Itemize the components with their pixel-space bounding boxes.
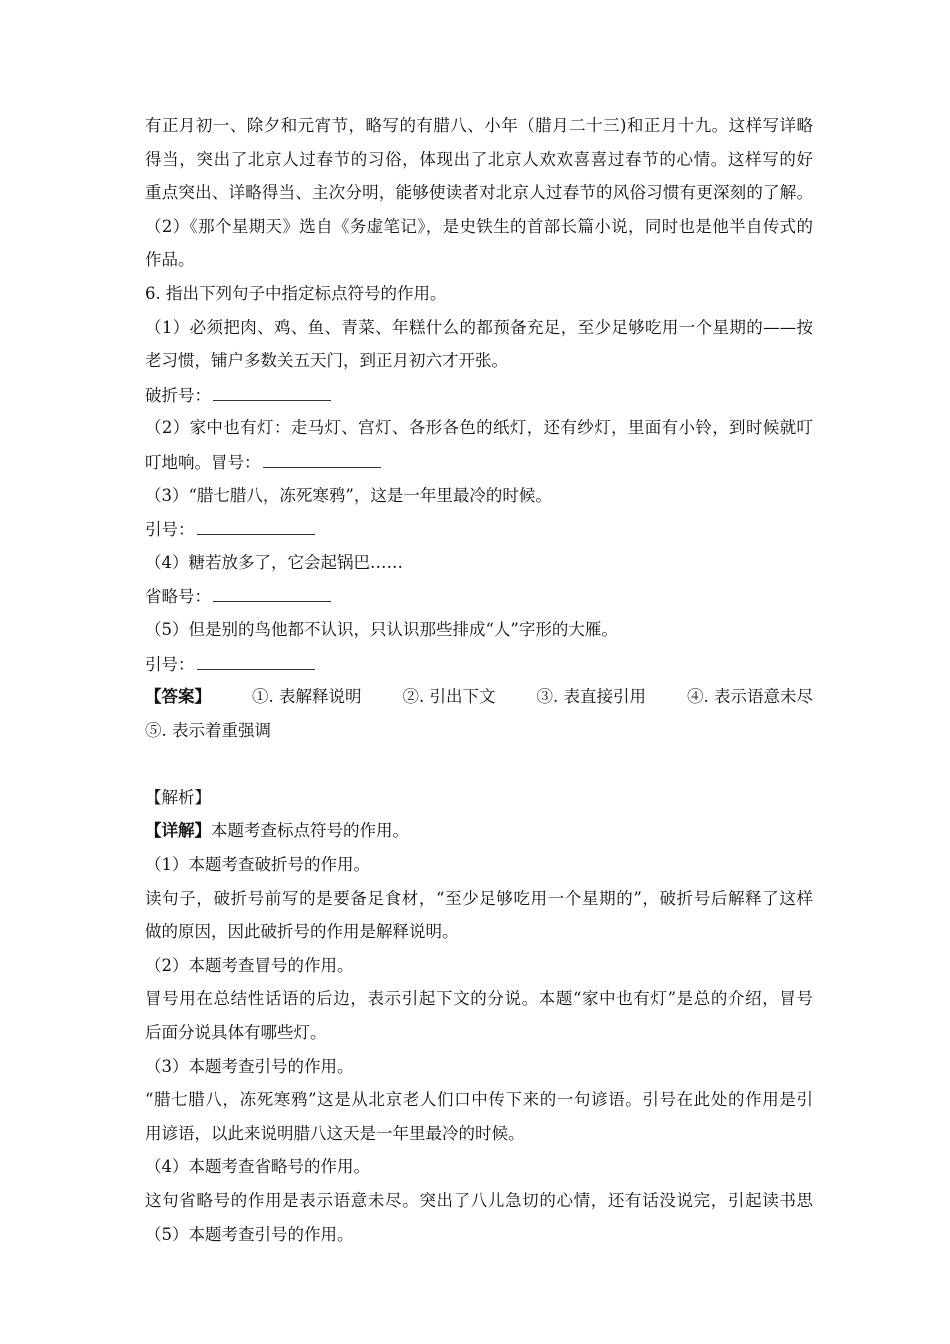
analysis-tag: 【解析】 [145, 787, 211, 807]
answer-5: ⑤. 表示着重强调 [145, 720, 271, 740]
answer-4: ④. 表示语意未尽 [687, 687, 813, 707]
sentence-3: （3）“腊七腊八，冻死寒鸦”，这是一年里最冷的时候。 [145, 485, 552, 505]
sentence-5: （5）但是别的鸟他都不认识，只认识那些排成“人”字形的大雁。 [145, 619, 618, 639]
answer-row [145, 680, 813, 714]
intro-line-3: 重点突出、详略得当、主次分明，能够使读者对北京人过春节的风俗习惯有更深刻的了解。 [145, 183, 813, 203]
intro-line-2: 得当，突出了北京人过春节的习俗，体现出了北京人欢欢喜喜过春节的心情。这样写的好 [145, 149, 813, 169]
analysis-4-line-a: 这句省略号的作用是表示语意未尽。突出了八儿急切的心情，还有话没说完，引起读书思 [145, 1191, 813, 1210]
analysis-2-head: （2）本题考查冒号的作用。 [145, 955, 354, 975]
analysis-3-line-b: 用谚语，以此来说明腊八这天是一年里最冷的时候。 [145, 1123, 525, 1143]
sentence-2-line-b: 叮地响。冒号： [145, 452, 261, 472]
document-page [145, 109, 813, 1251]
quote-1-label: 引号： [145, 520, 195, 540]
analysis-3-line-a: “腊七腊八，冻死寒鸦”这是从北京老人们口中传下来的一句谚语。引号在此处的作用是引 [145, 1090, 813, 1110]
analysis-4-head: （4）本题考查省略号的作用。 [145, 1157, 370, 1177]
ellipsis-label: 省略号： [145, 587, 211, 607]
detail-tag: 【详解】 [145, 821, 211, 841]
detail-text: 本题考查标点符号的作用。 [211, 821, 409, 841]
analysis-2-line-a: 冒号用在总结性话语的后边，表示引起下文的分说。本题“家中也有灯”是总的介绍，冒号 [145, 989, 813, 1009]
dash-blank[interactable] [213, 378, 331, 401]
analysis-1-line-a: 读句子，破折号前写的是要备足食材，“至少足够吃用一个星期的”，破折号后解释了这样 [145, 888, 813, 908]
quote-2-blank[interactable] [197, 647, 315, 670]
sentence-1-line-a: （1）必须把肉、鸡、鱼、青菜、年糕什么的都预备充足，至少足够吃用一个星期的——按 [145, 317, 813, 337]
question-6-title: 6. 指出下列句子中指定标点符号的作用。 [145, 283, 447, 303]
spacer [145, 747, 813, 781]
analysis-3-head: （3）本题考查引号的作用。 [145, 1056, 354, 1076]
intro-line-5: 作品。 [145, 250, 195, 270]
answer-field-dash [145, 378, 813, 412]
answer-field-quote-1 [145, 512, 813, 546]
intro-line-1: 有正月初一、除夕和元宵节，略写的有腊八、小年（腊月二十三)和正月十九。这样写详略 [145, 116, 813, 135]
dash-label: 破折号： [145, 385, 211, 405]
intro-line-4: （2）《那个星期天》选自《务虚笔记》，是史铁生的首部长篇小说，同时也是他半自传式的 [145, 216, 813, 236]
answer-tag: 【答案】 [145, 687, 211, 707]
answer-field-ellipsis [145, 579, 813, 613]
quote-1-blank[interactable] [197, 512, 315, 535]
answer-field-quote-2 [145, 647, 813, 681]
analysis-detail [145, 814, 813, 848]
answer-1: ①. 表解释说明 [252, 687, 362, 707]
analysis-1-line-b: 做的原因，因此破折号的作用是解释说明。 [145, 922, 459, 942]
answer-field-colon [145, 445, 813, 479]
answer-3: ③. 表直接引用 [536, 687, 646, 707]
analysis-2-line-b: 后面分说具体有哪些灯。 [145, 1023, 327, 1043]
ellipsis-blank[interactable] [213, 579, 331, 602]
sentence-1-line-b: 老习惯，铺户多数关五天门，到正月初六才开张。 [145, 351, 508, 371]
colon-blank[interactable] [263, 445, 381, 468]
answer-2: ②. 引出下文 [402, 687, 496, 707]
sentence-4: （4）糖若放多了，它会起锅巴…… [145, 552, 403, 572]
analysis-1-head: （1）本题考查破折号的作用。 [145, 855, 370, 875]
analysis-5-head: （5）本题考查引号的作用。 [145, 1224, 354, 1244]
sentence-2-line-a: （2）家中也有灯：走马灯、宫灯、各形各色的纸灯，还有纱灯，里面有小铃，到时候就叮 [145, 418, 813, 438]
quote-2-label: 引号： [145, 654, 195, 674]
